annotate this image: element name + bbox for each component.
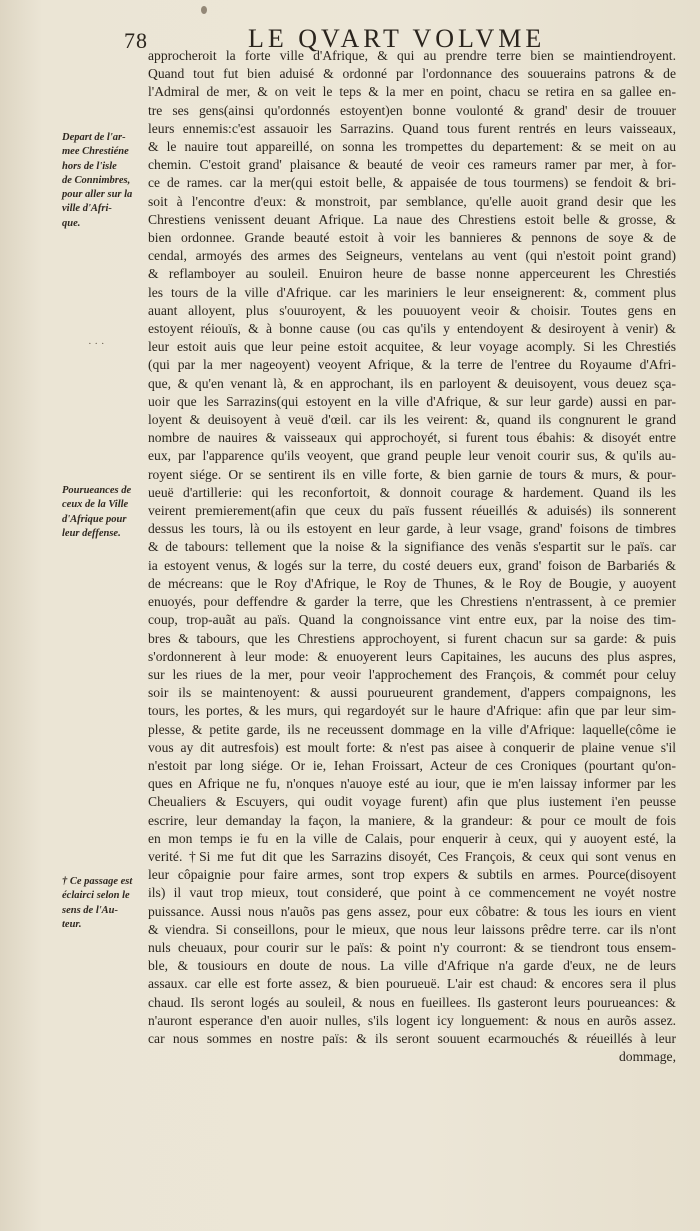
margin-note-line: sens de l'Au- [62, 904, 119, 916]
text-line: s'ordonnerent à leur mode: & enuoyerent leurs Capitaines, les aucuns des plus aspres, [148, 648, 676, 664]
text-line: & reflamboyer au souleil. Enuiron heure de basse nonne apperceurent les Chrestiés [148, 266, 676, 282]
margin-note-line: † Ce passage est [62, 876, 133, 887]
margin-note-line: de Connimbres, [62, 174, 131, 186]
text-line: Cheualiers & Escuyers, qui oudit voyage furent) afin que plus iustement i'en peusse [148, 794, 676, 810]
text-line: plesse, & petite garde, ils ne receussent dommage en la ville d'Afrique: laquelle(côme ie [148, 721, 676, 737]
text-line: bres & tabours, que les Chrestiens approchoyent, si furent chacun sur sa garde: & puis [148, 630, 676, 646]
text-line: chemin. C'estoit grand' plaisance & beauté de veoir ces rameurs ramer par mer, à for- [148, 157, 676, 173]
text-line: & viendra. Si conseillons, pour le mieux, que nous leur laissons prêdre terre. car ils n'ont [148, 921, 676, 937]
text-line: l'Admiral de mer, & on veit le teps & la mer en point, chacu se retira en sa gallee en- [148, 84, 676, 100]
text-line: en mon temps ie fu en la ville de Calais, pour enquerir à ceux, qui y auoyent esté, la [148, 830, 676, 846]
text-line: ils) il vaut trop mieux, tout consideré, que point à ce commencement ne voyét nostre [148, 885, 676, 901]
text-line: approcheroit la forte ville d'Afrique, & qui au prendre terre bien se maintiendroyent. [148, 48, 676, 63]
text-line: les tours de la ville d'Afrique. car les mariniers le leur enseignerent: &, comment plus [148, 284, 676, 300]
text-line: coup, trop-auãt au païs. Quand la congnoissance vint entre eux, par la noise des tim- [148, 612, 676, 628]
text-line: bien ordonnee. Grande beauté estoit à voir les bannieres & pennons de soye & de [148, 230, 676, 246]
text-line: puissance. Aussi nous n'auõs pas gens assez, pour eux côbatre: & tous les iours en vient [148, 903, 676, 919]
text-line: eux, par l'apparence qu'ils veoyent, que grand peuple leur venoit courir sus, & qu'ils au- [148, 448, 676, 464]
text-line: leur côpaignie pour faire armes, sont trop expers & subtils en armes. Pource(disoyent [148, 867, 676, 883]
text-line: auant alloyent, plus s'ouuroyent, & les pouuoyent veoir & choisir. Toutes gens en [148, 302, 676, 318]
text-line: chaud. Ils seront logés au souleil, & nous en fueillees. Ils gasteront leurs pourueances: & [148, 994, 676, 1010]
text-line: Chrestiens venissent deuant Afrique. La naue des Chrestiens estoit belle & grosse, & [148, 211, 676, 227]
text-line: loyent & deuisoyent à veuë d'œil. car ils les veirent: &, quand ils congnurent le grand [148, 412, 676, 428]
text-line: (qui par la mer nageoyent) veoyent Afrique, & la terre de l'entree du Royaume d'Afri- [148, 357, 676, 373]
text-line: dessus les tours, là ou ils estoyent en leur garde, à leur vsage, grand' foisons de timbres [148, 521, 676, 537]
text-line: leur estoit auis que leur peine estoit acquitee, & leur voyage acomply. Si les Chrestiés [148, 339, 676, 355]
text-line: soit à l'encontre d'eux: & monstroit, par semblance, qu'elle auoit grand desir que les [148, 193, 676, 209]
ink-blot [201, 6, 207, 14]
text-line: escrire, leur demanday la façon, la maniere, & la grandeur: & pour ce moult de fois [148, 812, 676, 828]
text-line: ia estoyent venus, & logés sur la terre, du costé deuers eux, grand' foison de Barbariés & [148, 557, 676, 573]
text-line: & de tabours: tellement que la noise & la signifiance des venãs s'espartit sur le païs. car [148, 539, 676, 555]
margin-note-line: hors de l'isle [62, 160, 117, 172]
text-line: verité. †Si me fut dit que les Sarrazins disoyét, Ces François, & ceux qui sont venus en [148, 848, 676, 864]
text-line: nuls cheuaux, pour courir sur le païs: & point n'y courront: & se tiendront tous ensem- [148, 939, 676, 955]
margin-note-line: que. [62, 217, 81, 229]
text-line: de mécreans: que le Roy d'Afrique, le Roy de Thunes, & le Roy de Bougie, y auoyent [148, 575, 676, 591]
text-line: uoir que les Sarrazins(qui estoyent en la ville d'Afrique, & sur leur garde) aussi en par- [148, 393, 676, 409]
text-line: soir ils se maintenoyent: & aussi pourueurent grandement, d'appers compaignons, les [148, 685, 676, 701]
margin-note-line: éclairci selon le [62, 890, 130, 902]
margin-note-line: Pourueances de [62, 485, 132, 496]
text-line: Quand tout fut bien aduisé & ordonné par l'ordonnance des souuerains patrons & de [148, 66, 676, 82]
margin-note-line: pour aller sur la [62, 189, 133, 201]
text-line: cendal, armoyés des armes des Seigneurs, ventelans au vent (qui n'estoit point grand) [148, 248, 676, 264]
text-line: leurs ennemis:c'est assauoir les Sarrazins. Quand tous furent rentrés en leurs vaisseaux, [148, 120, 676, 136]
text-line: ce de rames. car la mer(qui estoit belle, & appaisée de tous tourmens) se fendoit & bri- [148, 175, 676, 191]
margin-note-line: Depart de l'ar- [62, 132, 126, 143]
text-line: ble, & tousiours en doute de nous. La ville d'Afrique n'a garde d'eux, ne de leurs [148, 958, 676, 974]
text-line: que, & qu'en venant là, & en approchant, ils en parloyent & deuisoyent, vous deuez sça- [148, 375, 676, 391]
margin-note-depart [62, 131, 144, 231]
body-text [148, 47, 676, 1066]
page-number: 78 [124, 28, 148, 53]
text-line: royent siége. Or se sentirent ils en ville forte, & bien garnie de tours & murs, & pour- [148, 466, 676, 482]
text-line: n'auront esperance d'en auoir nulles, s'ils logent icy longuement: & nous en aurõs assez. [148, 1012, 676, 1028]
text-line: veirent premierement(afin que ceux du païs fussent réueillés & aduisés) ils sonnerent [148, 503, 676, 519]
text-line: tre ses gens(ainsi qu'ordonnés estoyent)en bonne voulonté & grand' desir de trouuer [148, 102, 676, 118]
margin-note-passage [62, 875, 144, 932]
text-line: tours, les portes, & les murs, qui regardoyét sur le haure d'Afrique: afin que par leur sim- [148, 703, 676, 719]
margin-note-line: ville d'Afri- [62, 203, 112, 215]
running-head: LE QVART VOLVME [248, 24, 546, 53]
margin-mark: · · · [88, 338, 105, 350]
text-line: assaux. car elle est forte assez, & bien pourueuë. L'air est chaud: & encores sera il plus [148, 976, 676, 992]
text-line: vous ay dit autresfois) est moult forte: & n'est pas aisee à conquerir de plaine venue s'il [148, 739, 676, 755]
margin-note-line: mee Chrestiéne [62, 146, 129, 158]
text-line: car nous sommes en nostre païs: & ils seront souuent ecarmouchés & réueillés à leur [148, 1030, 676, 1046]
text-line: enuoyés, pour deffendre & garder la terre, que les Chrestiens n'entrassent, à ce premier [148, 594, 676, 610]
margin-note-line: ceux de la Ville [62, 499, 129, 511]
text-line: & le nauire tout appareillé, on sonna les trompettes du departement: & se meit on au [148, 139, 676, 155]
text-line: ques en Afrique ne fu, n'onques n'auoye esté au iour, que ie m'en laissay informer par les [148, 776, 676, 792]
text-line: nombre de nauires & vaisseaux qui approchoyét, si furent tous ébahis: & disoyét entre [148, 430, 676, 446]
text-line: estoyent réiouïs, & à bonne cause (ou cas qu'ils y entendoyent & desiroyent à venir) & [148, 321, 676, 337]
text-line: sur les riues de la mer, pour veoir l'approchement des François, & commét pour celuy [148, 666, 676, 682]
margin-note-pourueances [62, 484, 144, 541]
text-line: ueuë d'artillerie: qui les reconfortoit, & donnoit courage & hardement. Quand ils les [148, 484, 676, 500]
margin-note-line: d'Afrique pour [62, 513, 127, 525]
margin-note-line: teur. [62, 918, 82, 930]
text-line: dommage, [618, 1049, 676, 1065]
text-line: n'estoit par long siége. Or ie, Iehan Froissart, Acteur de ces Croniques (pourtant qu'on- [148, 757, 676, 773]
margin-note-line: leur deffense. [62, 527, 121, 539]
